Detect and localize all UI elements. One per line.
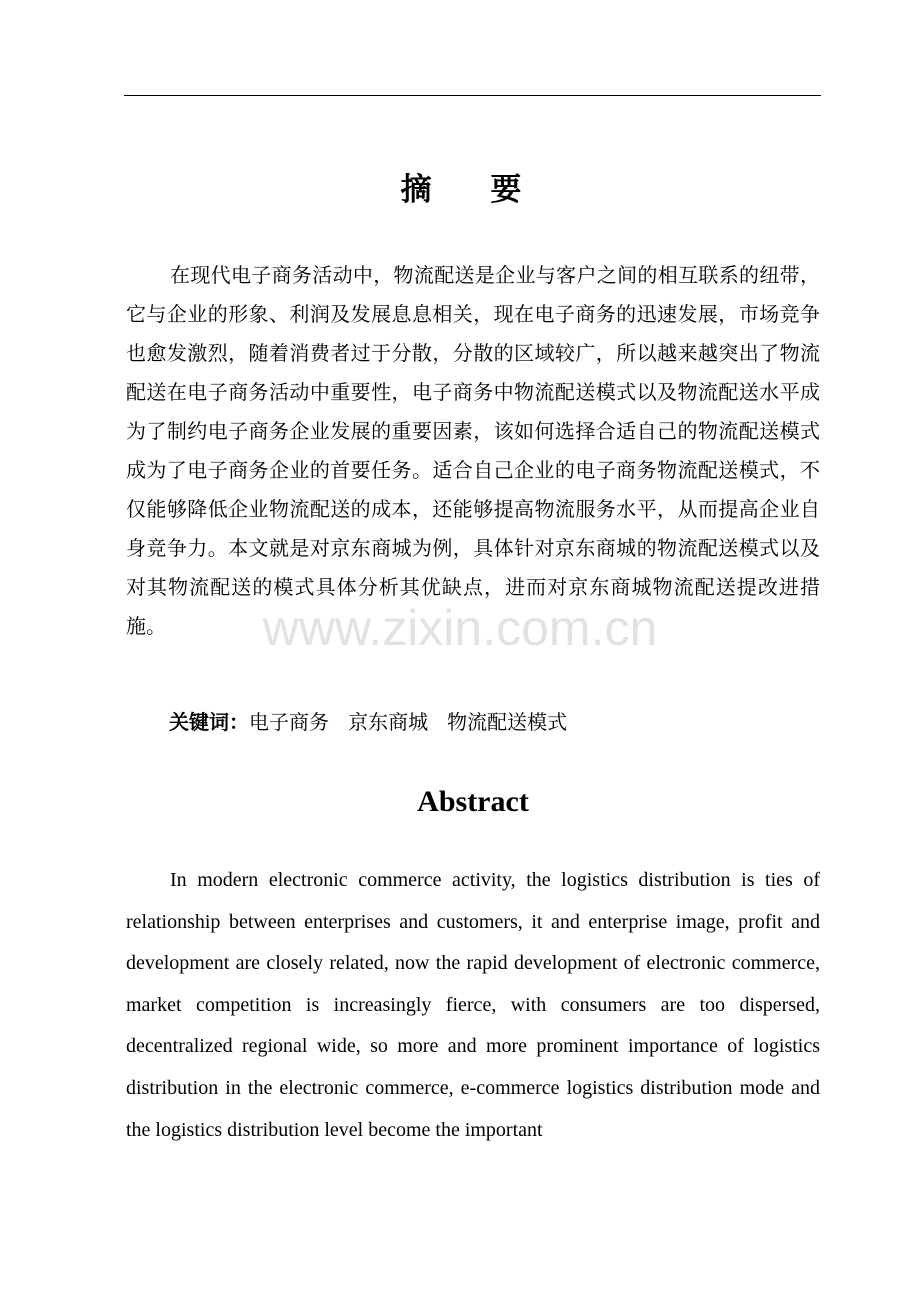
english-abstract-body: In modern electronic commerce activity, the logistics distribution is ties of relationship between enterprises and customers, it and enterprise image, profit and development are closely related, now the rapid development of electronic commerce, market competition is increasingly fierce, with consumers are too dispersed, decentralized regional wide, so more and more prominent importance of logistics distribution in the electronic commerce, e-commerce logistics distribution mode and the logistics distribution level become the important bbox=[126, 869, 820, 1141]
keyword-item: 电子商务 bbox=[249, 710, 329, 734]
english-abstract-title: Abstract bbox=[417, 785, 529, 818]
keyword-item: 京东商城 bbox=[348, 710, 429, 734]
keywords-label: 关键词： bbox=[169, 710, 249, 734]
chinese-abstract-title: 摘 要 bbox=[400, 172, 546, 208]
chinese-abstract-body: 在现代电子商务活动中，物流配送是企业与客户之间的相互联系的纽带，它与企业的形象、利润及发展息息相关，现在电子商务的迅速发展，市场竞争也愈发激烈，随着消费者过于分散，分散的区域较广，所以越来越突出了物流配送在电子商务活动中重要性，电子商务中物流配送模式以及物流配送水平成为了制约电子商务企业发展的重要因素，该如何选择合适自己的物流配送模式成为了电子商务企业的首要任务。适合自己企业的电子商务物流配送模式，不仅能够降低企业物流配送的成本，还能够提高物流服务水平，从而提高企业自身竞争力。本文就是对京东商城为例，具体针对京东商城的物流配送模式以及对其物流配送的模式具体分析其优缺点，进而对京东商城物流配送提改进措施。 bbox=[126, 263, 820, 638]
watermark: www.zixin.com.cn bbox=[262, 600, 658, 656]
header-rule bbox=[124, 95, 821, 96]
keywords-line bbox=[169, 703, 819, 742]
keyword-item: 物流配送模式 bbox=[447, 710, 568, 734]
